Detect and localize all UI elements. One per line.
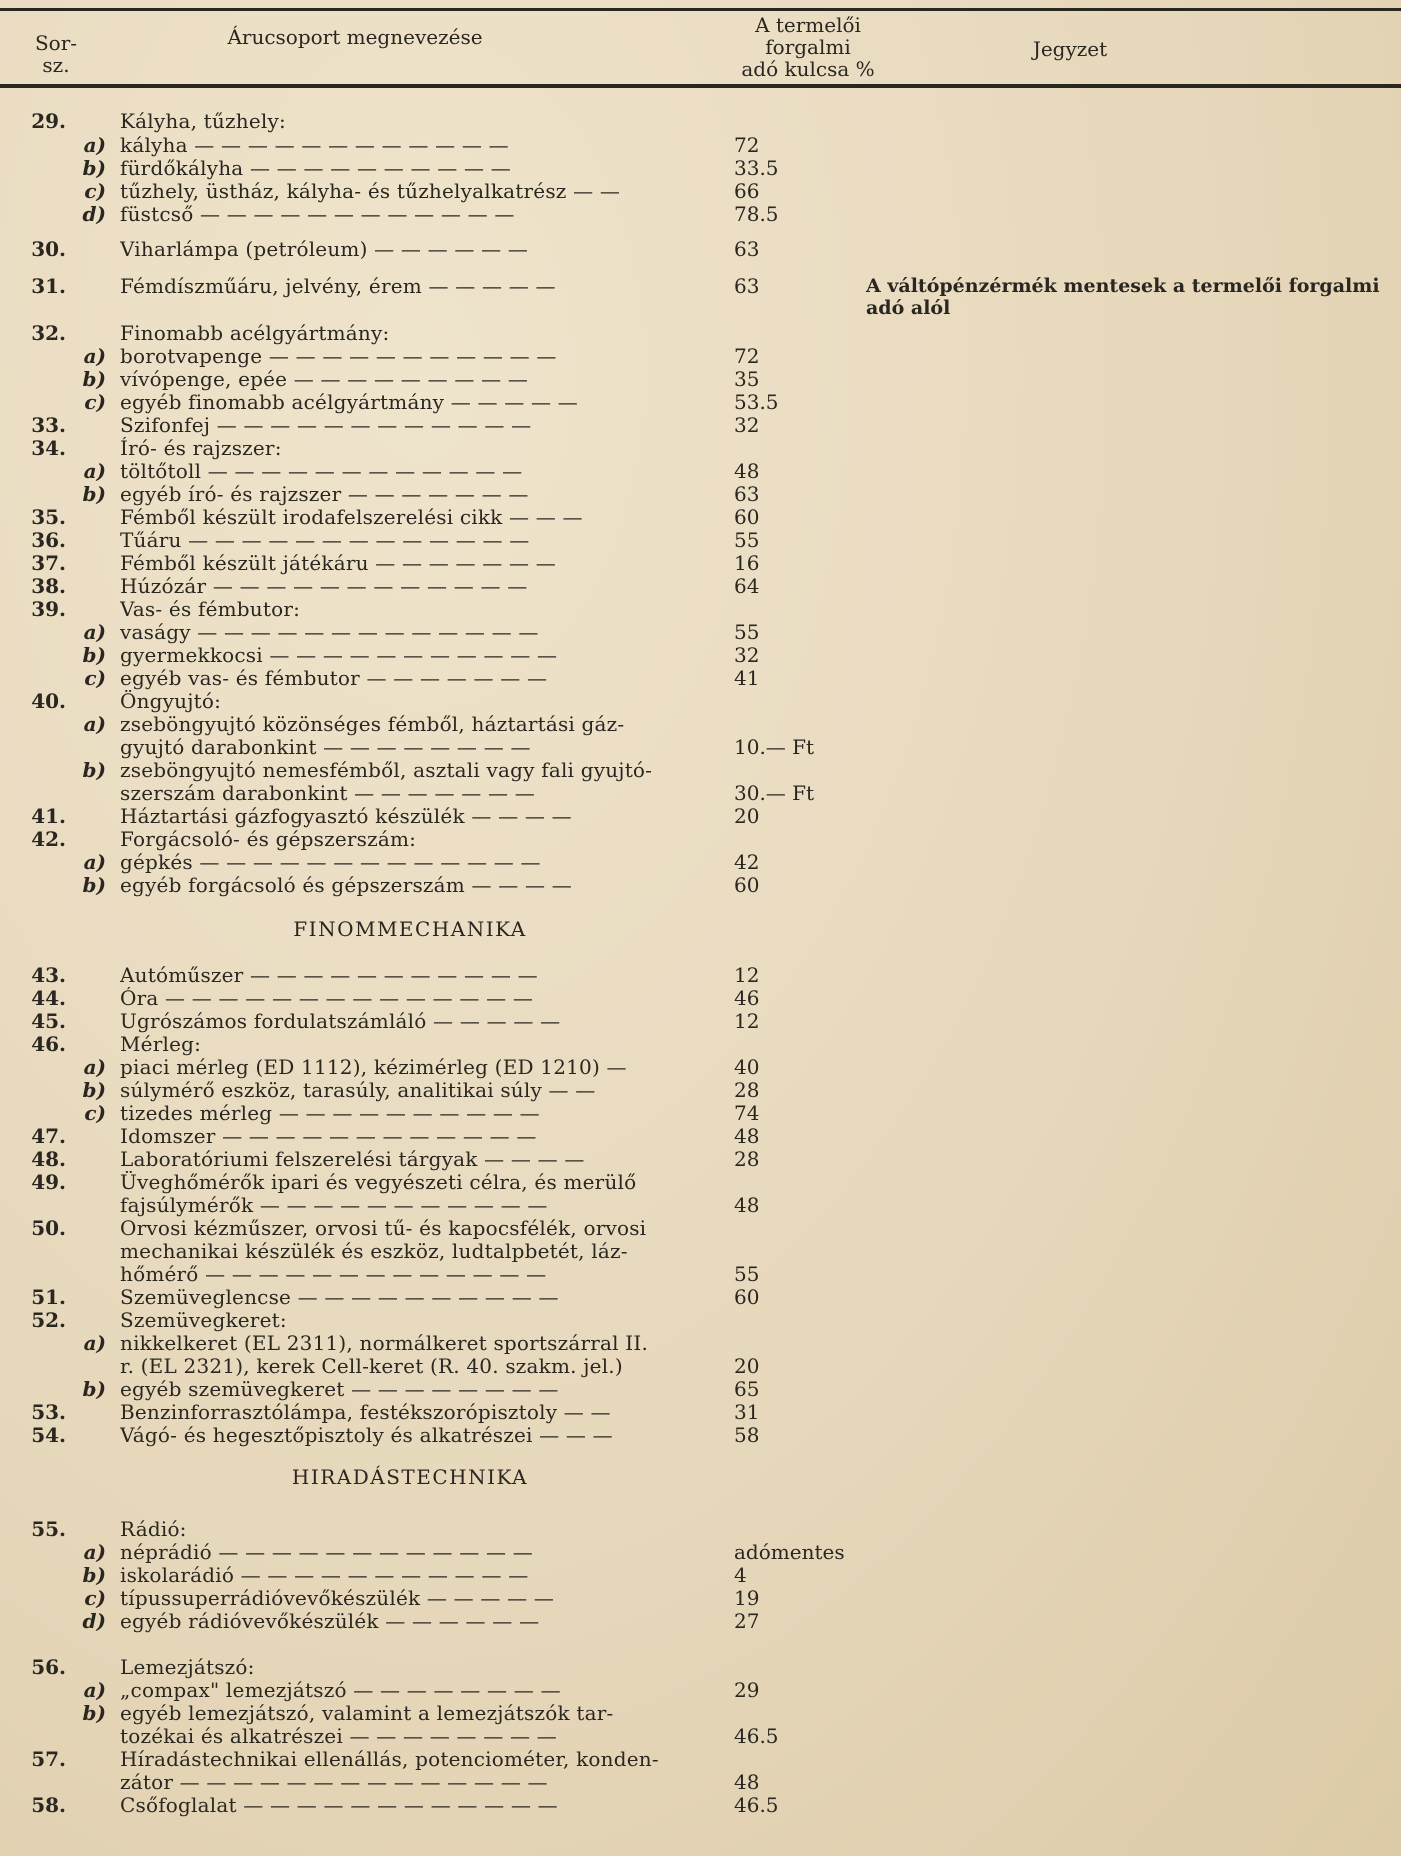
row-sub-letter: a)	[83, 1055, 106, 1079]
row-description: Szemüveglencse — — — — — — — — — —	[120, 1286, 559, 1309]
row-description: vaságy — — — — — — — — — — — — —	[120, 621, 539, 644]
row-tax-rate: 10.— Ft	[734, 735, 815, 759]
row-sub-letter: c)	[84, 666, 106, 690]
row-sub-letter: a)	[83, 620, 106, 644]
table-row	[0, 1079, 1401, 1102]
row-description: Viharlámpa (petróleum) — — — — — —	[120, 238, 529, 261]
table-row	[0, 1102, 1401, 1125]
row-sub-letter: d)	[82, 202, 106, 226]
row-number: 32.	[31, 321, 66, 345]
row-description: egyéb lemezjátszó, valamint a lemezjátszók tar-	[120, 1702, 614, 1725]
row-tax-rate: 28	[734, 1147, 760, 1171]
table-row	[0, 736, 1401, 759]
row-tax-rate: 63	[734, 237, 760, 261]
table-row	[0, 575, 1401, 598]
table-row	[0, 157, 1401, 180]
row-number: 48.	[31, 1147, 66, 1171]
row-description: Szifonfej — — — — — — — — — — — —	[120, 414, 532, 437]
table-row	[0, 1309, 1401, 1332]
row-description: Vágó- és hegesztőpisztoly és alkatrészei — — —	[120, 1424, 613, 1447]
row-tax-rate: 72	[734, 344, 760, 368]
table-row	[0, 987, 1401, 1010]
row-number: 34.	[31, 436, 66, 460]
table-row	[0, 1771, 1401, 1794]
row-number: 44.	[31, 986, 66, 1010]
row-tax-rate: 58	[734, 1423, 760, 1447]
table-row	[0, 460, 1401, 483]
row-description: Ugrószámos fordulatszámláló — — — — —	[120, 1010, 561, 1033]
table-row	[0, 1171, 1401, 1194]
table-row	[0, 1587, 1401, 1610]
row-number: 46.	[31, 1032, 66, 1056]
row-tax-rate: 32	[734, 643, 760, 667]
row-tax-rate: 53.5	[734, 390, 779, 414]
row-number: 33.	[31, 413, 66, 437]
row-sub-letter: a)	[83, 459, 106, 483]
table-row	[0, 180, 1401, 203]
table-row	[0, 275, 1401, 298]
table-row	[0, 874, 1401, 897]
row-tax-rate: 48	[734, 459, 760, 483]
row-tax-rate: 46	[734, 986, 760, 1010]
row-sub-letter: c)	[84, 179, 106, 203]
table-row	[0, 203, 1401, 226]
row-tax-rate: 63	[734, 274, 760, 298]
table-row	[0, 621, 1401, 644]
table-row	[0, 1125, 1401, 1148]
row-tax-rate: adómentes	[734, 1540, 845, 1564]
row-number: 58.	[31, 1793, 66, 1817]
section-title: HIRADÁSTECHNIKA	[291, 1465, 529, 1489]
row-description: Üveghőmérők ipari és vegyészeti célra, és merülő	[120, 1171, 637, 1194]
row-tax-rate: 35	[734, 367, 760, 391]
table-row	[0, 1332, 1401, 1355]
table-row	[0, 851, 1401, 874]
row-sub-letter: b)	[82, 367, 106, 391]
table-row	[0, 506, 1401, 529]
row-tax-rate: 78.5	[734, 202, 779, 226]
row-tax-rate: 27	[734, 1609, 760, 1633]
table-row	[0, 759, 1401, 782]
row-tax-rate: 63	[734, 482, 760, 506]
row-description: Fémből készült irodafelszerelési cikk — — —	[120, 506, 583, 529]
row-description: Idomszer — — — — — — — — — — — —	[120, 1125, 537, 1148]
section-heading-row	[0, 918, 1401, 941]
row-number: 54.	[31, 1423, 66, 1447]
table-row	[0, 1010, 1401, 1033]
row-description: Finomabb acélgyártmány:	[120, 322, 390, 345]
row-number: 55.	[31, 1517, 66, 1541]
row-description: egyéb vas- és fémbutor — — — — — — —	[120, 667, 548, 690]
row-description: egyéb rádióvevőkészülék — — — — — —	[120, 1610, 540, 1633]
table-row	[0, 644, 1401, 667]
table-row	[0, 964, 1401, 987]
table-row	[0, 297, 1401, 320]
table-row	[0, 552, 1401, 575]
row-sub-letter: c)	[84, 390, 106, 414]
row-sub-letter: a)	[83, 712, 106, 736]
row-sub-letter: b)	[82, 873, 106, 897]
row-description: Mérleg:	[120, 1033, 202, 1056]
row-description: zseböngyujtó közönséges fémből, háztartási gáz-	[120, 713, 625, 736]
table-row	[0, 828, 1401, 851]
row-tax-rate: 28	[734, 1078, 760, 1102]
table-row	[0, 598, 1401, 621]
row-description: fürdőkályha — — — — — — — — — —	[120, 157, 512, 180]
row-sub-letter: a)	[83, 344, 106, 368]
row-description: egyéb szemüvegkeret — — — — — — — —	[120, 1378, 559, 1401]
row-tax-rate: 74	[734, 1101, 760, 1125]
header-tax-rate: A termelői forgalmi adó kulcsa %	[741, 13, 875, 81]
row-number: 36.	[31, 528, 66, 552]
row-note: adó alól	[866, 297, 951, 319]
table-row	[0, 1702, 1401, 1725]
table-row	[0, 1564, 1401, 1587]
row-tax-rate: 19	[734, 1586, 760, 1610]
row-number: 52.	[31, 1308, 66, 1332]
row-description: „compax" lemezjátszó — — — — — — — —	[120, 1679, 561, 1702]
row-number: 39.	[31, 597, 66, 621]
table-row	[0, 1355, 1401, 1378]
row-description: egyéb forgácsoló és gépszerszám — — — —	[120, 874, 572, 897]
table-row	[0, 690, 1401, 713]
row-description: Laboratóriumi felszerelési tárgyak — — — —	[120, 1148, 585, 1171]
row-tax-rate: 33.5	[734, 156, 779, 180]
row-number: 41.	[31, 804, 66, 828]
row-description: gyermekkocsi — — — — — — — — — — —	[120, 644, 558, 667]
row-number: 47.	[31, 1124, 66, 1148]
row-number: 57.	[31, 1747, 66, 1771]
row-tax-rate: 60	[734, 873, 760, 897]
row-tax-rate: 48	[734, 1770, 760, 1794]
table-row	[0, 1148, 1401, 1171]
row-sub-letter: b)	[82, 1563, 106, 1587]
table-row	[0, 1056, 1401, 1079]
row-description: Forgácsoló- és gépszerszám:	[120, 828, 417, 851]
row-description: Vas- és fémbutor:	[120, 598, 301, 621]
row-description: piaci mérleg (ED 1112), kézimérleg (ED 1210) —	[120, 1056, 627, 1079]
header-serial-number: Sor- sz.	[34, 31, 78, 77]
row-description: Szemüvegkeret:	[120, 1309, 287, 1332]
table-row	[0, 1378, 1401, 1401]
row-tax-rate: 4	[734, 1563, 747, 1587]
table-row	[0, 322, 1401, 345]
row-description: egyéb finomabb acélgyártmány — — — — —	[120, 391, 578, 414]
row-tax-rate: 55	[734, 528, 760, 552]
row-note: A váltópénzérmék mentesek a termelői forgalmi	[866, 275, 1380, 297]
row-description: tizedes mérleg — — — — — — — — — —	[120, 1102, 540, 1125]
row-sub-letter: b)	[82, 1377, 106, 1401]
row-tax-rate: 66	[734, 179, 760, 203]
row-sub-letter: a)	[83, 133, 106, 157]
row-tax-rate: 64	[734, 574, 760, 598]
row-description: Fémből készült játékáru — — — — — — —	[120, 552, 556, 575]
table-row	[0, 529, 1401, 552]
row-description: Író- és rajzszer:	[120, 437, 282, 460]
row-tax-rate: 65	[734, 1377, 760, 1401]
row-description: iskolarádió — — — — — — — — — — —	[120, 1564, 529, 1587]
row-description: súlymérő eszköz, tarasúly, analitikai súly — —	[120, 1079, 596, 1102]
table-row	[0, 1541, 1401, 1564]
table-row	[0, 782, 1401, 805]
row-number: 53.	[31, 1400, 66, 1424]
table-row	[0, 1610, 1401, 1633]
row-description: füstcső — — — — — — — — — — — —	[120, 203, 515, 226]
header-product-group-name: Árucsoport megnevezése	[227, 25, 483, 49]
table-row	[0, 110, 1401, 133]
row-description: Autóműszer — — — — — — — — — — —	[120, 964, 538, 987]
row-tax-rate: 12	[734, 1009, 760, 1033]
row-tax-rate: 60	[734, 1285, 760, 1309]
table-row	[0, 1424, 1401, 1447]
row-number: 31.	[31, 274, 66, 298]
table-row	[0, 437, 1401, 460]
row-sub-letter: b)	[82, 1078, 106, 1102]
row-sub-letter: b)	[82, 482, 106, 506]
row-tax-rate: 55	[734, 1262, 760, 1286]
row-number: 35.	[31, 505, 66, 529]
row-description: r. (EL 2321), kerek Cell-keret (R. 40. szakm. jel.)	[120, 1355, 623, 1378]
row-description: gépkés — — — — — — — — — — — — —	[120, 851, 541, 874]
row-tax-rate: 31	[734, 1400, 760, 1424]
table-row	[0, 805, 1401, 828]
table-row	[0, 1240, 1401, 1263]
row-sub-letter: c)	[84, 1101, 106, 1125]
row-tax-rate: 42	[734, 850, 760, 874]
table-row	[0, 1518, 1401, 1541]
row-tax-rate: 48	[734, 1193, 760, 1217]
table-row	[0, 1286, 1401, 1309]
row-tax-rate: 40	[734, 1055, 760, 1079]
row-description: Kályha, tűzhely:	[120, 110, 286, 133]
row-description: kályha — — — — — — — — — — — —	[120, 134, 509, 157]
row-number: 51.	[31, 1285, 66, 1309]
row-tax-rate: 72	[734, 133, 760, 157]
row-description: gyujtó darabonkint — — — — — — — —	[120, 736, 531, 759]
row-description: egyéb író- és rajzszer — — — — — — —	[120, 483, 529, 506]
table-row	[0, 345, 1401, 368]
row-tax-rate: 29	[734, 1678, 760, 1702]
table-row	[0, 391, 1401, 414]
table-row	[0, 1679, 1401, 1702]
table-row	[0, 1263, 1401, 1286]
table-row	[0, 1794, 1401, 1817]
row-tax-rate: 55	[734, 620, 760, 644]
row-tax-rate: 20	[734, 1354, 760, 1378]
row-number: 42.	[31, 827, 66, 851]
row-number: 29.	[31, 109, 66, 133]
row-description: Tűáru — — — — — — — — — — — — —	[120, 529, 530, 552]
row-description: borotvapenge — — — — — — — — — — —	[120, 345, 557, 368]
row-description: Óra — — — — — — — — — — — — — —	[120, 987, 534, 1010]
row-sub-letter: a)	[83, 1678, 106, 1702]
row-description: tozékai és alkatrészei — — — — — — — —	[120, 1725, 557, 1748]
row-tax-rate: 46.5	[734, 1793, 779, 1817]
row-sub-letter: a)	[83, 1331, 106, 1355]
row-sub-letter: b)	[82, 156, 106, 180]
row-tax-rate: 60	[734, 505, 760, 529]
table-row	[0, 667, 1401, 690]
row-description: nikkelkeret (EL 2311), normálkeret sportszárral II.	[120, 1332, 649, 1355]
row-tax-rate: 41	[734, 666, 760, 690]
row-description: Lemezjátszó:	[120, 1656, 255, 1679]
table-row	[0, 238, 1401, 261]
row-description: zseböngyujtó nemesfémből, asztali vagy fali gyujtó-	[120, 759, 653, 782]
row-description: zátor — — — — — — — — — — — — — —	[120, 1771, 548, 1794]
row-description: Benzinforrasztólámpa, festékszorópisztoly — —	[120, 1401, 611, 1424]
table-row	[0, 368, 1401, 391]
table-row	[0, 1033, 1401, 1056]
table-row	[0, 1401, 1401, 1424]
row-description: tűzhely, üstház, kályha- és tűzhelyalkatrész — —	[120, 180, 621, 203]
row-description: Híradástechnikai ellenállás, potenciométer, konden-	[120, 1748, 659, 1771]
row-tax-rate: 16	[734, 551, 760, 575]
row-sub-letter: b)	[82, 1701, 106, 1725]
table-row	[0, 713, 1401, 736]
row-number: 43.	[31, 963, 66, 987]
row-description: Orvosi kézműszer, orvosi tű- és kapocsfélék, orvosi	[120, 1217, 647, 1240]
table-row	[0, 1725, 1401, 1748]
row-sub-letter: a)	[83, 850, 106, 874]
row-number: 56.	[31, 1655, 66, 1679]
row-tax-rate: 12	[734, 963, 760, 987]
table-row	[0, 1217, 1401, 1240]
row-sub-letter: c)	[84, 1586, 106, 1610]
row-description: Háztartási gázfogyasztó készülék — — — —	[120, 805, 572, 828]
row-number: 30.	[31, 237, 66, 261]
row-tax-rate: 20	[734, 804, 760, 828]
row-description: töltőtoll — — — — — — — — — — — —	[120, 460, 523, 483]
row-description: Húzózár — — — — — — — — — — — —	[120, 575, 528, 598]
row-description: vívópenge, epée — — — — — — — — —	[120, 368, 529, 391]
row-description: Fémdíszműáru, jelvény, érem — — — — —	[120, 275, 556, 298]
row-description: hőmérő — — — — — — — — — — — — —	[120, 1263, 547, 1286]
header-note: Jegyzet	[1032, 37, 1108, 61]
row-description: néprádió — — — — — — — — — — — —	[120, 1541, 533, 1564]
row-description: szerszám darabonkint — — — — — — —	[120, 782, 535, 805]
row-sub-letter: b)	[82, 758, 106, 782]
table-row	[0, 414, 1401, 437]
row-number: 49.	[31, 1170, 66, 1194]
row-tax-rate: 46.5	[734, 1724, 779, 1748]
table-row	[0, 1194, 1401, 1217]
table-row	[0, 134, 1401, 157]
row-sub-letter: a)	[83, 1540, 106, 1564]
row-tax-rate: 32	[734, 413, 760, 437]
table-row	[0, 483, 1401, 506]
table-row	[0, 1656, 1401, 1679]
row-number: 38.	[31, 574, 66, 598]
table-row	[0, 1748, 1401, 1771]
section-title: FINOMMECHANIKA	[293, 917, 527, 941]
row-description: mechanikai készülék és eszköz, ludtalpbetét, láz-	[120, 1240, 628, 1263]
row-number: 37.	[31, 551, 66, 575]
row-number: 45.	[31, 1009, 66, 1033]
row-description: fajsúlymérők — — — — — — — — — — —	[120, 1194, 548, 1217]
row-sub-letter: b)	[82, 643, 106, 667]
row-description: típussuperrádióvevőkészülék — — — — —	[120, 1587, 555, 1610]
row-description: Rádió:	[120, 1518, 187, 1541]
row-description: Csőfoglalat — — — — — — — — — — — —	[120, 1794, 558, 1817]
row-sub-letter: d)	[82, 1609, 106, 1633]
row-description: Öngyujtó:	[120, 690, 222, 713]
row-tax-rate: 48	[734, 1124, 760, 1148]
row-tax-rate: 30.— Ft	[734, 781, 815, 805]
row-number: 50.	[31, 1216, 66, 1240]
section-heading-row	[0, 1466, 1401, 1489]
row-number: 40.	[31, 689, 66, 713]
